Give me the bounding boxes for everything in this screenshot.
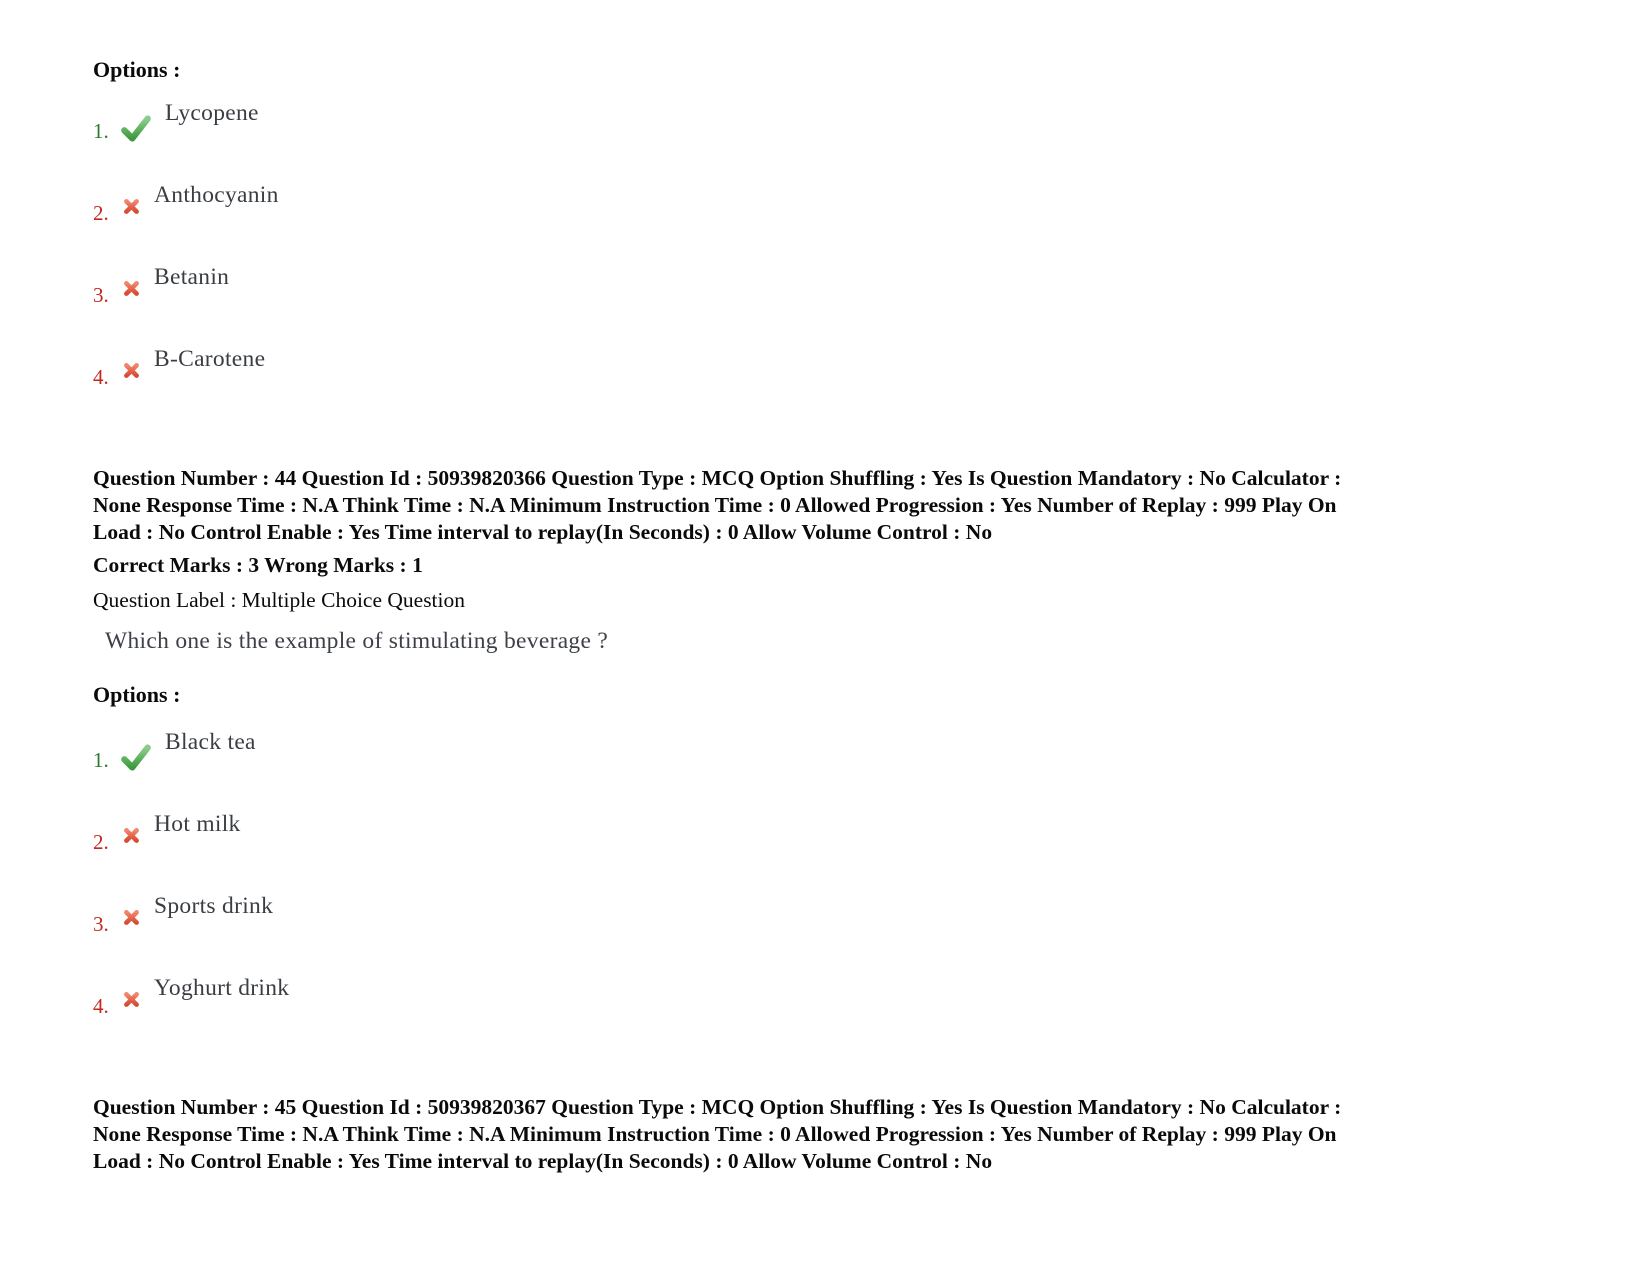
option-label: Lycopene: [165, 100, 259, 126]
metadata-line: Question Number : 45 Question Id : 50939820367 Question Type : MCQ Option Shuffling : Yes Is Question Mandatory : No Calculator :: [93, 1095, 1342, 1119]
option-row-3: [93, 892, 1563, 938]
option-label: Hot milk: [154, 811, 241, 837]
option-number: 4.: [93, 365, 109, 389]
metadata-line: None Response Time : N.A Think Time : N.A Minimum Instruction Time : 0 Allowed Progression : Yes Number of Replay : 999 Play On: [93, 1122, 1337, 1146]
question-44-metadata: [93, 465, 1563, 546]
question-44-section: [93, 465, 1563, 1020]
option-row-2: [93, 810, 1563, 856]
options-header: Options :: [93, 682, 181, 707]
option-row-4: [93, 345, 1563, 391]
metadata-line: None Response Time : N.A Think Time : N.A Minimum Instruction Time : 0 Allowed Progression : Yes Number of Replay : 999 Play On: [93, 493, 1337, 517]
option-label: Anthocyanin: [154, 182, 279, 208]
option-row-2: [93, 181, 1563, 227]
previous-question-options-section: [93, 57, 1563, 391]
question-label-line: Question Label : Multiple Choice Question: [93, 588, 466, 612]
option-number: 4.: [93, 994, 109, 1018]
option-number: 3.: [93, 283, 109, 307]
correct-check-icon: [121, 744, 151, 771]
option-number: 2.: [93, 201, 109, 225]
wrong-cross-icon: [123, 991, 140, 1008]
option-number: 2.: [93, 830, 109, 854]
option-row-1: [93, 99, 1563, 145]
question-text: Which one is the example of stimulating beverage ?: [105, 628, 609, 654]
option-label: Black tea: [165, 729, 256, 755]
option-label: Yoghurt drink: [154, 975, 290, 1001]
option-row-1: [93, 728, 1563, 774]
option-label: Betanin: [154, 264, 230, 290]
wrong-cross-icon: [123, 827, 140, 844]
correct-check-icon: [121, 115, 151, 142]
metadata-line: Question Number : 44 Question Id : 50939820366 Question Type : MCQ Option Shuffling : Yes Is Question Mandatory : No Calculator :: [93, 466, 1342, 490]
question-45-section: [93, 1094, 1563, 1175]
option-label: Sports drink: [154, 893, 274, 919]
question-45-metadata: [93, 1094, 1563, 1175]
metadata-line: Load : No Control Enable : Yes Time interval to replay(In Seconds) : 0 Allow Volume Control : No: [93, 520, 993, 544]
wrong-cross-icon: [123, 198, 140, 215]
option-row-3: [93, 263, 1563, 309]
wrong-cross-icon: [123, 280, 140, 297]
wrong-cross-icon: [123, 362, 140, 379]
option-number: 3.: [93, 912, 109, 936]
option-row-4: [93, 974, 1563, 1020]
option-number: 1.: [93, 748, 109, 772]
option-label: B-Carotene: [154, 346, 266, 372]
wrong-cross-icon: [123, 909, 140, 926]
metadata-line: Load : No Control Enable : Yes Time interval to replay(In Seconds) : 0 Allow Volume Control : No: [93, 1149, 993, 1173]
option-number: 1.: [93, 119, 109, 143]
options-header: Options :: [93, 57, 181, 82]
marks-line: Correct Marks : 3 Wrong Marks : 1: [93, 553, 423, 577]
